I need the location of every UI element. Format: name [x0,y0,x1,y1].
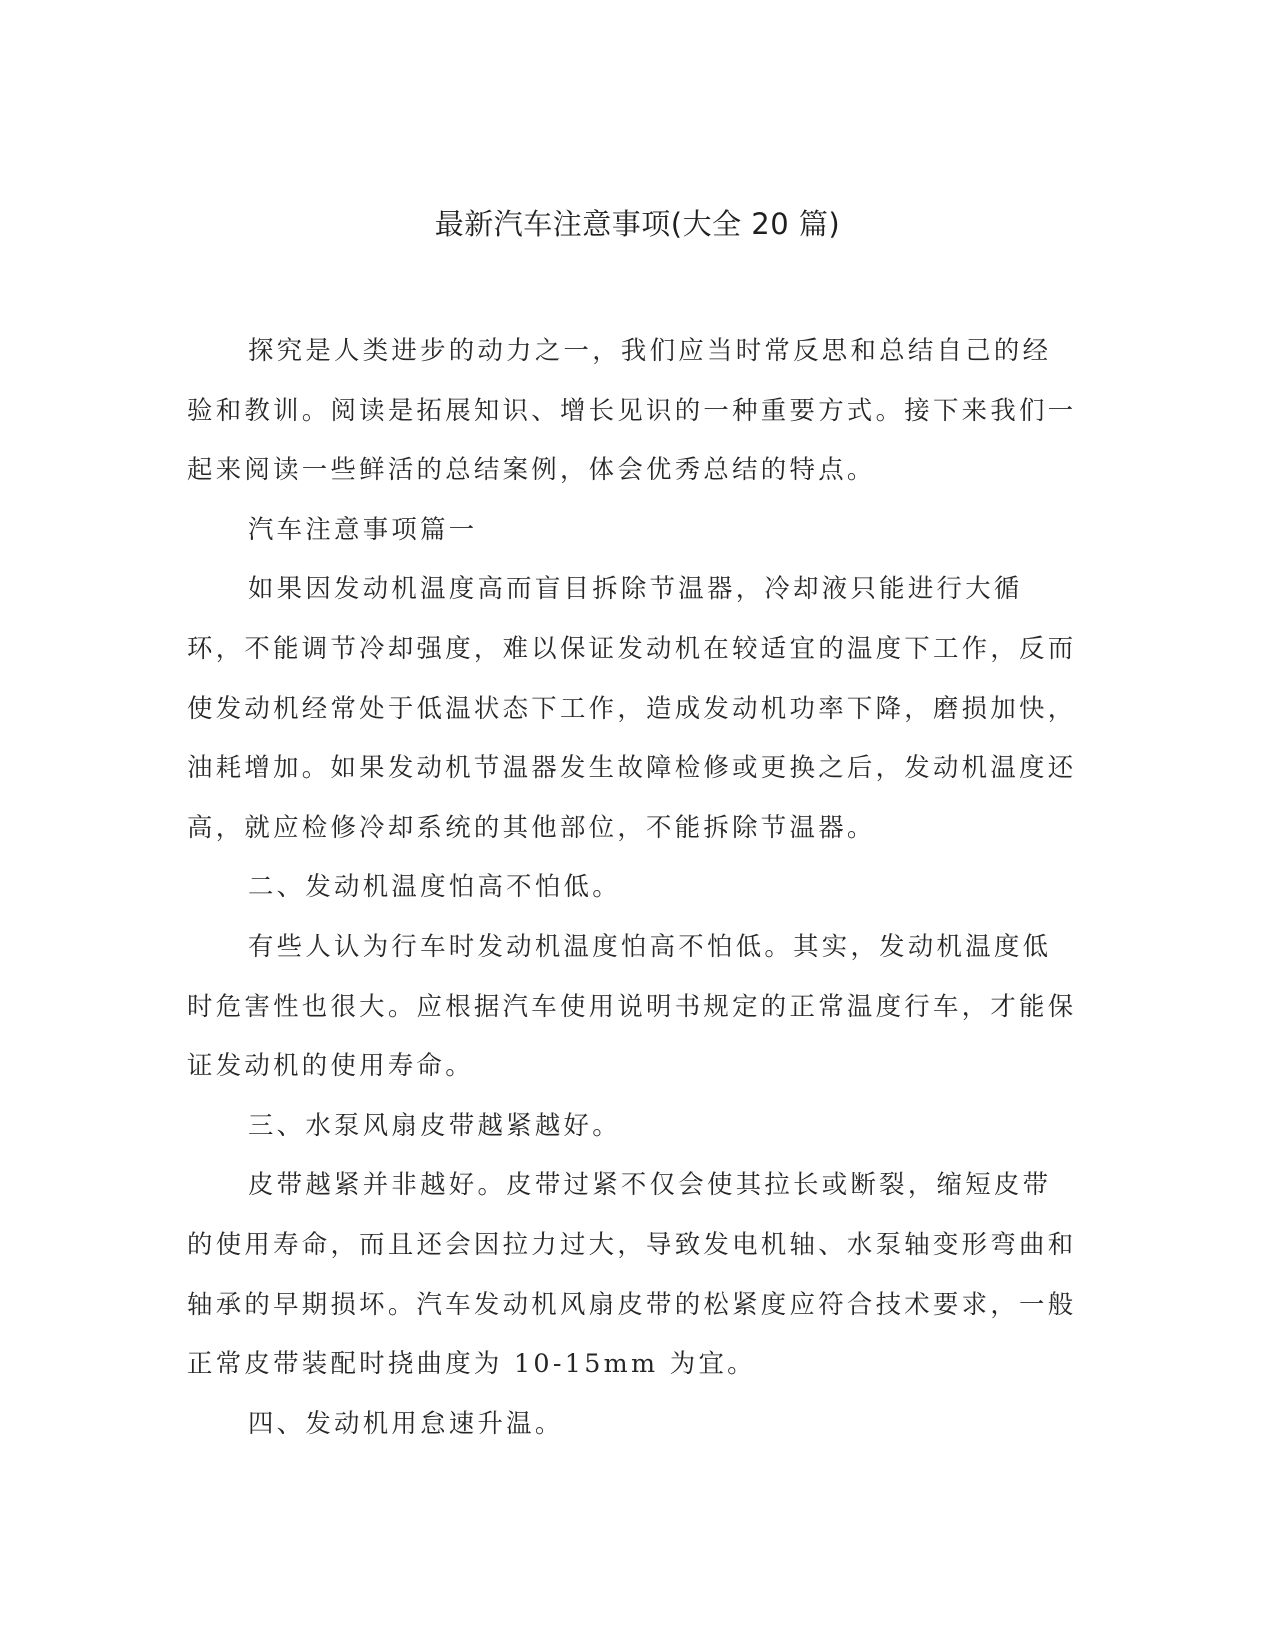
document-title: 最新汽车注意事项(大全 20 篇) [434,207,841,241]
body-paragraph: 如果因发动机温度高而盲目拆除节温器，冷却液只能进行大循环，不能调节冷却强度，难以保证发动机在较适宜的温度下工作，反而使发动机经常处于低温状态下工作，造成发动机功率下降，磨损加快，油耗增加。如果发动机节温器发生故障检修或更换之后，发动机温度还高，就应检修冷却系统的其他部位，不能拆除节温器。 [187,573,1077,842]
section-heading: 三、水泵风扇皮带越紧越好。 [247,1109,621,1140]
section-heading: 四、发动机用怠速升温。 [247,1407,564,1438]
section-heading: 二、发动机温度怕高不怕低。 [247,871,621,902]
intro-paragraph: 探究是人类进步的动力之一，我们应当时常反思和总结自己的经验和教训。阅读是拓展知识、增长见识的一种重要方式。接下来我们一起来阅读一些鲜活的总结案例，体会优秀总结的特点。 [187,335,1077,485]
document-body [187,321,1077,1453]
body-paragraph: 皮带越紧并非越好。皮带过紧不仅会使其拉长或断裂，缩短皮带的使用寿命，而且还会因拉力过大，导致发电机轴、水泵轴变形弯曲和轴承的早期损坏。汽车发动机风扇皮带的松紧度应符合技术要求，一般正常皮带装配时挠曲度为 10-15mm 为宜。 [187,1169,1077,1379]
body-paragraph: 有些人认为行车时发动机温度怕高不怕低。其实，发动机温度低时危害性也很大。应根据汽车使用说明书规定的正常温度行车，才能保证发动机的使用寿命。 [187,930,1077,1081]
section-heading: 汽车注意事项篇一 [247,513,478,544]
